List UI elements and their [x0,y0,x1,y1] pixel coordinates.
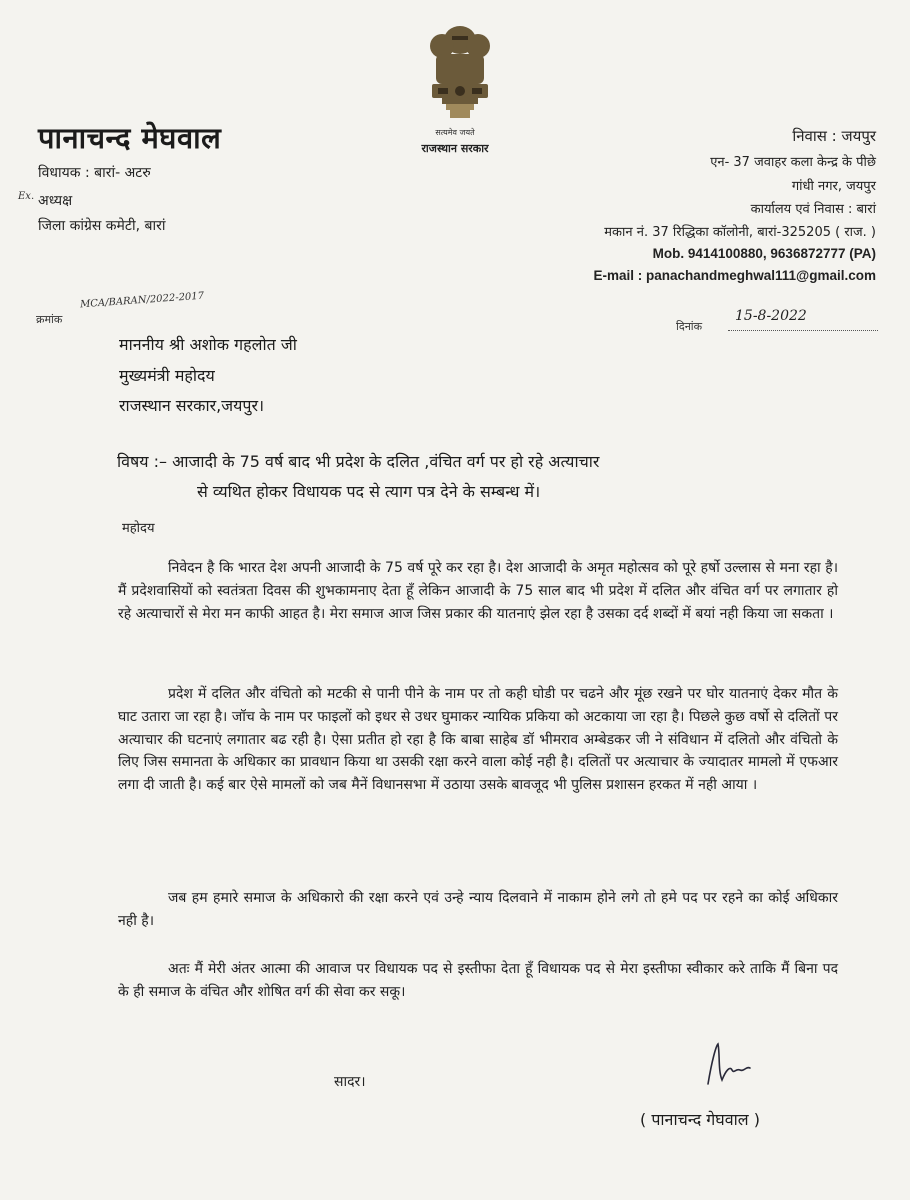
ex-note: Ex. [18,191,35,202]
letter-date: 15-8-2022 [735,308,807,324]
emblem-motto: सत्यमेव जयते [435,128,475,137]
residence-line1: एन- 37 जवाहर कला केन्द्र के पीछे [710,155,876,170]
reference-number: MCA/BARAN/2022-2017 [79,290,205,311]
dinank-label: दिनांक [676,320,703,333]
signatory-name: ( पानाचन्द गेघवाल ) [640,1110,760,1129]
residence-label: निवास : जयपुर [792,127,876,145]
designation: विधायक : बारां- अटरु [38,165,151,181]
office-label: कार्यालय एवं निवास : बारां [750,202,876,217]
addressee-line2: मुख्यमंत्री महोदय [119,366,215,385]
post: अध्यक्ष [38,193,73,209]
addressee-line3: राजस्थान सरकार,जयपुर। [119,396,265,415]
kramank-label: क्रमांक [36,313,63,326]
subject-line2: से व्यथित होकर विधायक पद से त्याग पत्र देने के सम्बन्ध में। [197,481,541,501]
addressee-line1: माननीय श्री अशोक गहलोत जी [119,335,297,354]
subject-line1: विषय :– आजादी के 75 वर्ष बाद भी प्रदेश के दलित ,वंचित वर्ग पर हो रहे अत्याचार [117,452,600,471]
office-address: मकान नं. 37 रिद्धिका कॉलोनी, बारां-325205 ( राज. ) [604,225,876,240]
residence-line2: गांधी नगर, जयपुर [791,179,876,194]
date-dotted-line [728,330,878,331]
body-paragraph-3: जब हम हमारे समाज के अधिकारो की रक्षा करने एवं उन्हे न्याय दिलवाने में नाकाम होने लगे तो हमे पद पर रहने का कोई अधिकार नही है। [118,890,838,929]
government-name: राजस्थान सरकार [421,142,489,155]
closing-sadar: सादर। [334,1074,366,1090]
subject [117,447,817,506]
post-org: जिला कांग्रेस कमेटी, बारां [38,218,166,234]
salutation: महोदय [122,521,155,536]
ashoka-emblem-icon [420,18,500,126]
body-paragraph-4: अतः मैं मेरी अंतर आत्मा की आवाज पर विधायक पद से इस्तीफा देता हूँ विधायक पद से मेरा इस्तीफा स्वीकार करे ताकि मैं बिना पद के ही समाज के वंचित और शोषित वर्ग की सेवा कर सकू। [118,961,838,1000]
body-paragraph-2: प्रदेश में दलित और वंचितो को मटकी से पानी पीने के नाम पर तो कही घोडी पर चढने और मूंछ रखने पर घोर यातनाएं देकर मौत के घाट उतारा जा रहा है। जॉच के नाम पर फाइलों को इधर से उधर घुमाकर न्यायिक प्रकिया को अटकाया जा रहा है। पिछले कुछ वर्षो से दलितों पर अत्याचार की घटनाएं लगातार बढ रही है। ऐसा प्रतीत हो रहा है कि बाबा साहेब डॉ भीमराव अम्बेडकर जी ने संविधान में दलितो और वंचितो के लिए जिस समानता के अधिकार का प्रावधान किया था उसकी रक्षा करने वाला कोई नही है। दलितों पर अत्याचार के ज्यादातर मामलो में एफआर लगा दी जाती है। कई बार ऐसे मामलों को जब मैनें विधानसभा में उठाया उसके बावजूद भी पुलिस प्रशासन हरकत में नही आया । [118,686,838,794]
email-address: E-mail : panachandmeghwal111@gmail.com [593,268,876,283]
body-paragraph-1: निवेदन है कि भारत देश अपनी आजादी के 75 वर्ष पूरे कर रहा है। देश आजादी के अमृत महोत्सव को पूरे हर्षो उल्लास से मना रहा है। मैं प्रदेशवासियों को स्वतंत्रता दिवस की शुभकामनाए देता हूँ लेकिन आजादी के 75 साल बाद भी प्रदेश में दलित और वंचित वर्ग पर लगातार हो रहे अत्याचारों से मेरा मन काफी आहत है। मेरा समाज आज जिस प्रकार की यातनाएं झेल रहा है उसका दर्द शब्दों में बयां नही किया जा सकता । [118,560,838,622]
sender-name: पानाचन्द मेघवाल [38,121,222,155]
mobile-numbers: Mob. 9414100880, 9636872777 (PA) [652,246,876,261]
signature-icon [700,1040,760,1088]
